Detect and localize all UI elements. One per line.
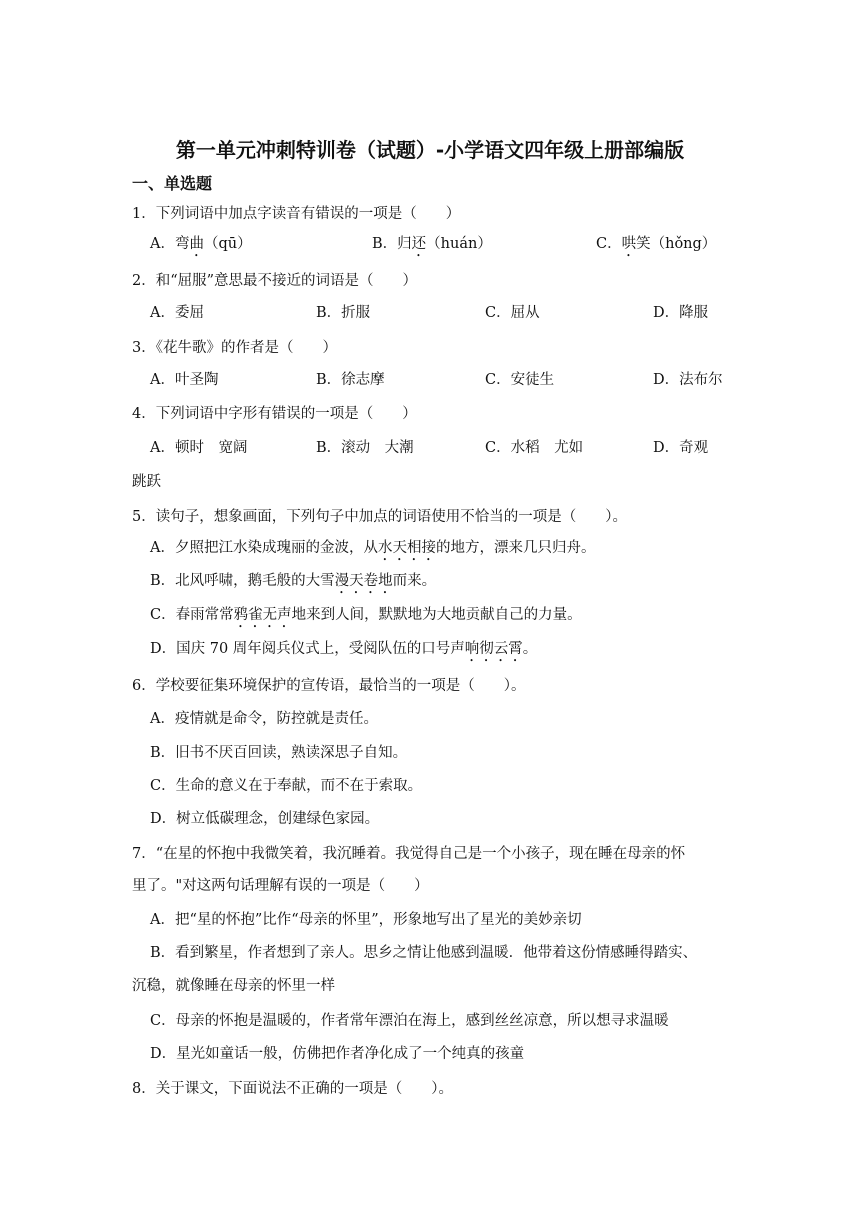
question-6-option-d[interactable]: D．树立低碳理念，创建绿色家园。: [150, 811, 380, 827]
dotted-char: 哄: [621, 236, 637, 252]
question-2-option-c[interactable]: C．屈从: [485, 305, 540, 321]
dotted-phrase: 响彻云霄: [464, 641, 523, 657]
question-1-option-c[interactable]: [596, 233, 716, 260]
option-text: （huán）: [426, 236, 492, 252]
question-4-stem: 4．下列词语中字形有错误的一项是（ ）: [132, 406, 417, 422]
question-5-option-a[interactable]: [150, 537, 595, 564]
question-3-stem: 3．《花牛歌》的作者是（ ）: [132, 340, 337, 356]
question-5-option-d[interactable]: [150, 638, 537, 665]
question-4-option-c[interactable]: C．水稻 尤如: [485, 440, 584, 456]
question-2-option-b[interactable]: B．折服: [316, 305, 371, 321]
question-7-stem-line-2: 里了。"对这两句话理解有误的一项是（ ）: [132, 878, 429, 894]
question-3-option-b[interactable]: B．徐志摩: [316, 372, 385, 388]
dotted-phrase: 水天相接: [377, 540, 436, 556]
option-text: B．北风呼啸，鹅毛般的大雪: [150, 573, 335, 589]
question-6-option-b[interactable]: B．旧书不厌百回读，熟读深思子自知。: [150, 745, 408, 761]
option-text: （qū）: [203, 236, 252, 252]
question-4-option-d[interactable]: D．奇观: [653, 440, 709, 456]
question-5-option-b[interactable]: [150, 570, 436, 597]
question-7-option-d[interactable]: D．星光如童话一般，仿佛把作者净化成了一个纯真的孩童: [150, 1046, 525, 1062]
question-4-option-b[interactable]: B．滚动 大潮: [316, 440, 414, 456]
question-4-option-a[interactable]: A．顿时 宽阔: [150, 440, 248, 456]
question-7-stem-line-1: 7．“在星的怀抱中我微笑着，我沉睡着。我觉得自己是一个小孩子，现在睡在母亲的怀: [132, 846, 686, 862]
option-text: A．夕照把江水染成瑰丽的金波，从: [150, 540, 378, 556]
question-7-option-b[interactable]: B．看到繁星，作者想到了亲人。思乡之情让他感到温暖．他带着这份情感睡得踏实、: [150, 945, 698, 961]
question-8-stem: 8．关于课文，下面说法不正确的一项是（ ）。: [132, 1081, 453, 1097]
option-text: 笑（hǒng）: [636, 236, 717, 252]
option-text: 而来。: [392, 573, 437, 589]
option-text: C．: [596, 236, 622, 252]
question-1-stem: 1．下列词语中加点字读音有错误的一项是（ ）: [132, 206, 461, 222]
dotted-char: 曲: [189, 236, 204, 252]
dotted-phrase: 漫天卷地: [334, 573, 393, 589]
option-text: D．国庆 70 周年阅兵仪式上，受阅队伍的口号声: [150, 641, 465, 657]
question-6-option-a[interactable]: A．疫情就是命令，防控就是责任。: [150, 711, 378, 727]
question-5-option-c[interactable]: [150, 604, 582, 631]
question-7-option-c[interactable]: C．母亲的怀抱是温暖的，作者常年漂泊在海上，感到丝丝凉意，所以想寻求温暖: [150, 1013, 669, 1029]
dotted-char: 还: [411, 236, 427, 252]
option-text: 地来到人间，默默地为大地贡献自己的力量。: [291, 607, 582, 623]
dotted-phrase: 鸦雀无声: [233, 607, 292, 623]
option-text: B．归: [372, 236, 412, 252]
section-heading: 一、单选题: [132, 174, 213, 193]
question-2-stem: 2．和“屈服”意思最不接近的词语是（ ）: [132, 273, 418, 289]
question-1-option-b[interactable]: [372, 233, 492, 260]
option-text: 。: [522, 641, 538, 657]
question-6-stem: 6．学校要征集环境保护的宣传语，最恰当的一项是（ ）。: [132, 678, 526, 694]
page-title: 第一单元冲刺特训卷（试题）-小学语文四年级上册部编版: [175, 138, 685, 162]
question-7-option-b-continued: 沉稳，就像睡在母亲的怀里一样: [132, 978, 335, 994]
question-6-option-c[interactable]: C．生命的意义在于奉献，而不在于索取。: [150, 778, 423, 794]
question-3-option-c[interactable]: C．安徒生: [485, 372, 555, 388]
option-text: A．弯: [150, 236, 190, 252]
option-text: C．春雨常常: [150, 607, 234, 623]
question-7-option-a[interactable]: A．把“星的怀抱”比作“母亲的怀里”，形象地写出了星光的美妙亲切: [150, 912, 582, 928]
option-text: 的地方，漂来几只归舟。: [435, 540, 596, 556]
question-1-option-a[interactable]: [150, 233, 252, 260]
question-2-option-a[interactable]: A．委屈: [150, 305, 204, 321]
question-3-option-d[interactable]: D．法布尔: [653, 372, 723, 388]
question-2-option-d[interactable]: D．降服: [653, 305, 709, 321]
question-4-option-d-continued: 跳跃: [132, 474, 161, 490]
question-5-stem: 5．读句子，想象画面，下列句子中加点的词语使用不恰当的一项是（ ）。: [132, 509, 627, 525]
question-3-option-a[interactable]: A．叶圣陶: [150, 372, 219, 388]
